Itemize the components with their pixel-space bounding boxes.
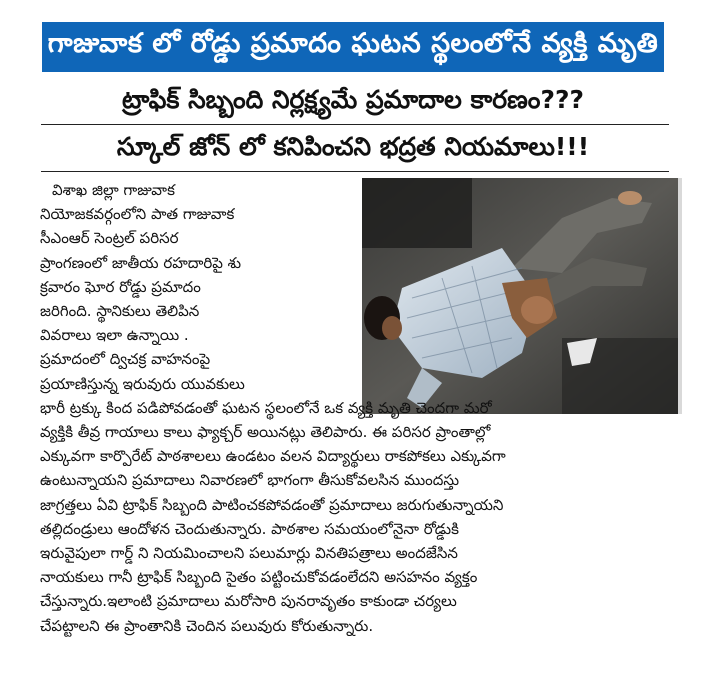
article-line: విశాఖ జిల్లా గాజువాక	[52, 181, 175, 199]
subheading-school-zone: స్కూల్ జోన్ లో కనిపించని భద్రత నియమాలు!!!	[116, 132, 590, 161]
article-line: నియోజకవర్గంలోని పాత గాజువాక	[40, 205, 235, 224]
article-line: జాగ్రత్తలు ఏవి ట్రాఫిక్ సిబ్బంది పాటించకపోవడంతో ప్రమాదాలు జరుగుతున్నాయని	[40, 495, 504, 514]
article-line: ప్రయాణిస్తున్న ఇరువురు యువకులు	[40, 374, 245, 393]
article-line: ఇరువైపులా గార్డ్ ని నియమించాలని పలుమార్లు వినతిపత్రాలు అందజేసిన	[40, 544, 458, 563]
photo-edge-shadow	[678, 178, 682, 414]
article-line: భారీ ట్రక్కు కింద పడిపోవడంతో ఘటన స్థలంలోనే ఒక వ్యక్తి మృతి చెందగా మరో	[40, 398, 492, 417]
divider-line	[41, 124, 669, 125]
article-line: ఎక్కువగా కార్పొరేట్ పాఠశాలలు ఉండటం వలన విద్యార్థులు రాకపోకలు ఎక్కువగా	[40, 447, 506, 466]
headline-text: గాజువాక లో రోడ్డు ప్రమాదం ఘటన స్థలంలోనే వ్యక్తి మృతి	[47, 28, 659, 59]
article-line: వ్యక్తికి తీవ్ర గాయాలు కాలు ఫ్యాక్చర్ అయినట్లు తెలిపారు. ఈ పరిసర ప్రాంతాల్లో	[40, 423, 491, 442]
article-line: ప్రమాదంలో ద్విచక్ర వాహనంపై	[40, 350, 211, 369]
article-body	[40, 178, 675, 690]
article-line: తల్లిదండ్రులు ఆందోళన చెందుతున్నారు. పాఠశాల సమయంలోనైనా రోడ్డుకి	[40, 519, 459, 538]
article-line: చేస్తున్నారు.ఇలాంటి ప్రమాదాలు మరోసారి పునరావృతం కాకుండా చర్యలు	[40, 592, 457, 611]
article-line: ఉంటున్నాయని ప్రమాదాలు నివారణలో భాగంగా తీసుకోవలసిన ముందస్తు	[40, 471, 460, 490]
headline-banner	[42, 22, 664, 72]
article-line: క్రవారం ఘోర రోడ్డు ప్రమాదం	[40, 277, 201, 296]
article-line: ప్రాంగణంలో జాతీయ రహదారిపై శు	[40, 253, 242, 272]
article-line: జరిగింది. స్థానికులు తెలిపిన	[40, 302, 200, 321]
subheading-traffic: ట్రాఫిక్ సిబ్బంది నిర్లక్ష్యమే ప్రమాదాల కారణం???	[122, 85, 584, 114]
article-line: నాయకులు గానీ ట్రాఫిక్ సిబ్బంది సైతం పట్టించుకోవడంలేదని అసహనం వ్యక్తం	[40, 568, 478, 587]
article-line: సీఎంఆర్ సెంట్రల్ పరిసర	[40, 229, 179, 248]
article-line: చేపట్టాలని ఈ ప్రాంతానికి చెందిన పలువురు కోరుతున్నారు.	[40, 616, 374, 635]
divider-line	[41, 171, 669, 172]
article-line: వివరాలు ఇలా ఉన్నాయి .	[40, 326, 189, 345]
